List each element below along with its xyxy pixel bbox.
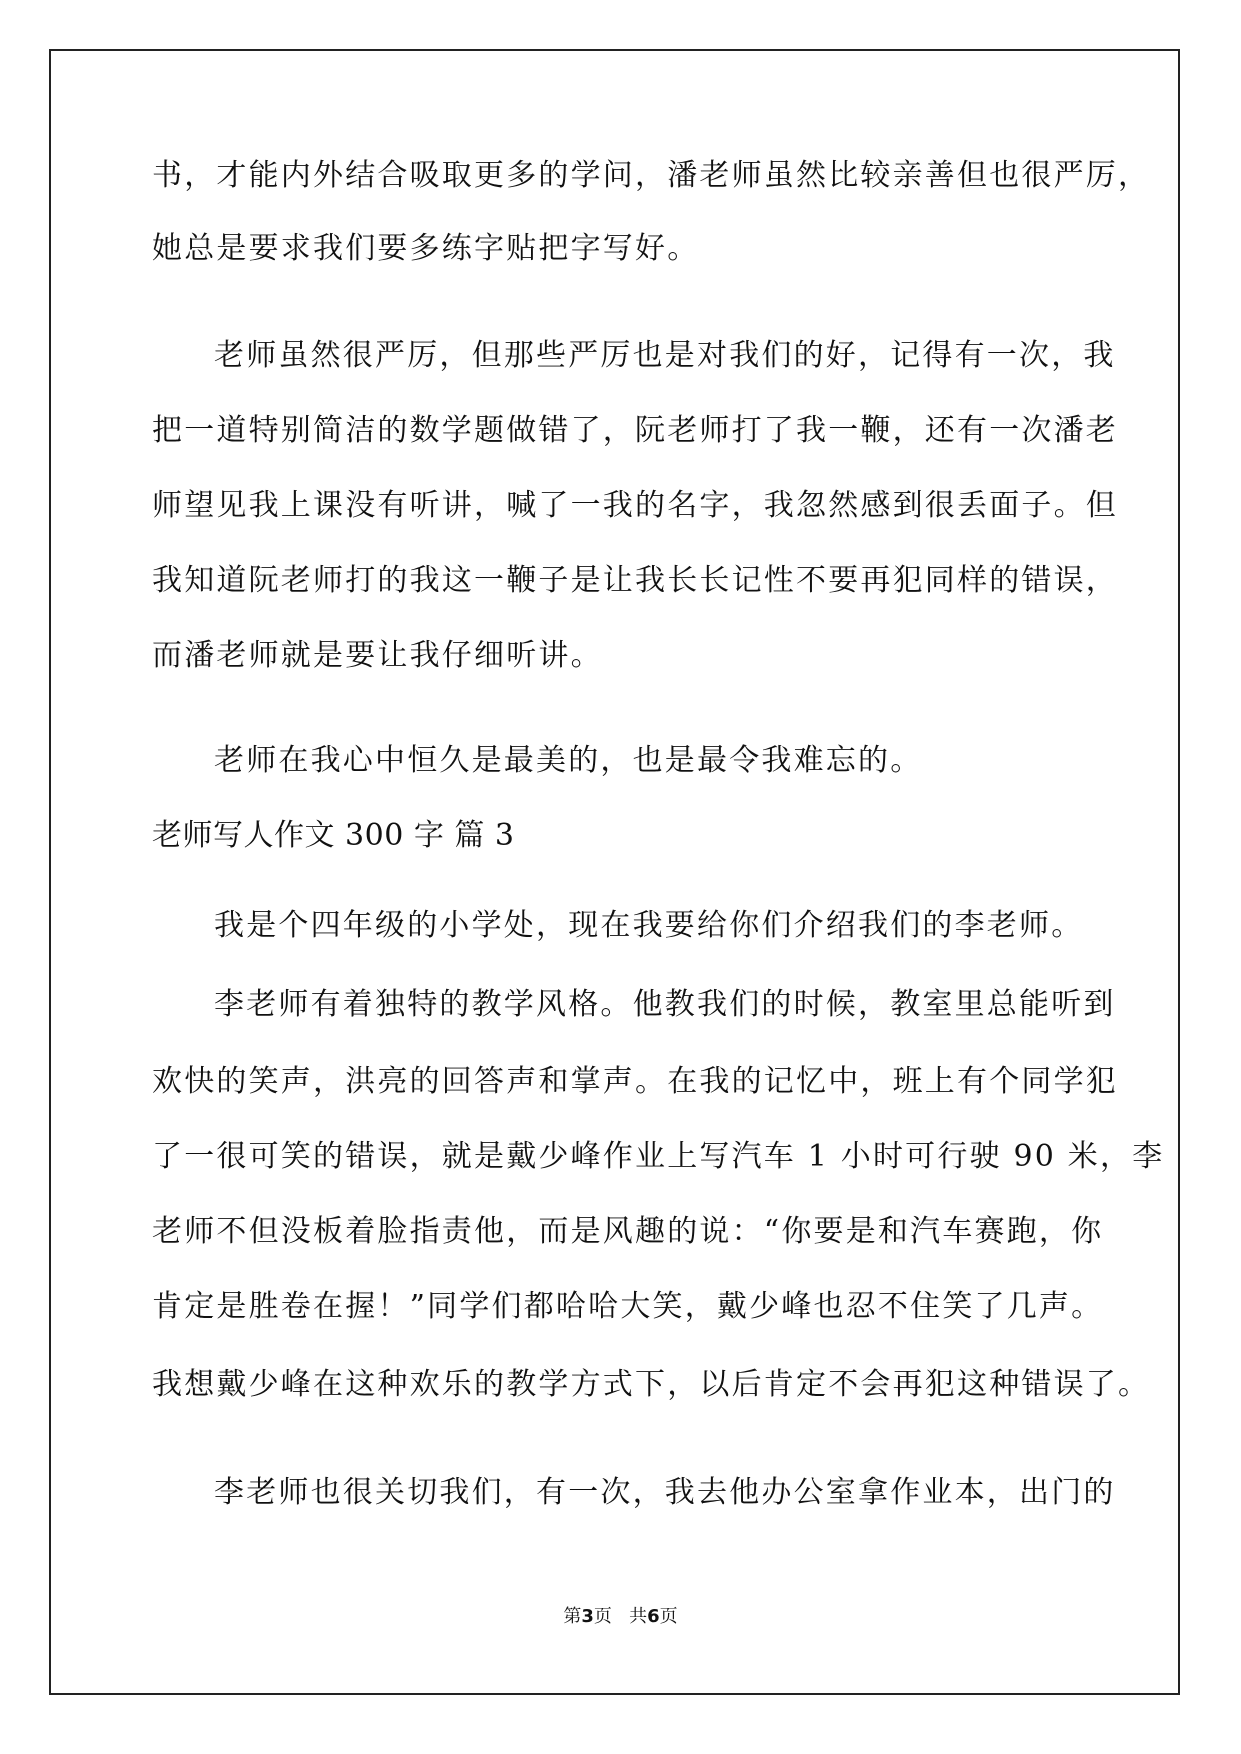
paragraph-start-line: 老师虽然很严厉，但那些严厉也是对我们的好，记得有一次，我 <box>214 338 1116 373</box>
body-line: 师望见我上课没有听讲，喊了一我的名字，我忽然感到很丢面子。但 <box>152 488 1118 523</box>
body-line: 我知道阮老师打的我这一鞭子是让我长长记性不要再犯同样的错误， <box>152 563 1118 598</box>
footer-page-mid: 页 共 <box>593 1606 648 1627</box>
page-border <box>49 49 1180 1695</box>
paragraph-start-line: 李老师有着独特的教学风格。他教我们的时候，教室里总能听到 <box>214 987 1116 1022</box>
body-line: 欢快的笑声，洪亮的回答声和掌声。在我的记忆中，班上有个同学犯 <box>152 1064 1118 1099</box>
paragraph-start-line: 老师在我心中恒久是最美的，也是最令我难忘的。 <box>214 743 923 778</box>
body-line: 老师不但没板着脸指责他，而是风趣的说：“你要是和汽车赛跑，你 <box>152 1214 1104 1249</box>
footer-page-suffix: 页 <box>659 1606 678 1627</box>
body-line: 她总是要求我们要多练字贴把字写好。 <box>152 231 700 266</box>
paragraph-start-line: 我是个四年级的小学处，现在我要给你们介绍我们的李老师。 <box>214 908 1084 943</box>
body-line: 肯定是胜卷在握！”同学们都哈哈大笑，戴少峰也忍不住笑了几声。 <box>152 1289 1104 1324</box>
footer-total-pages: 6 <box>647 1606 660 1627</box>
body-line: 我想戴少峰在这种欢乐的教学方式下，以后肯定不会再犯这种错误了。 <box>152 1367 1151 1402</box>
section-heading: 老师写人作文 300 字 篇 3 <box>152 818 515 853</box>
footer-page-prefix: 第 <box>563 1606 582 1627</box>
paragraph-start-line: 李老师也很关切我们，有一次，我去他办公室拿作业本，出门的 <box>214 1475 1116 1510</box>
body-line: 了一很可笑的错误，就是戴少峰作业上写汽车 1 小时可行驶 90 米，李 <box>152 1139 1165 1174</box>
page-number-footer <box>0 1605 1241 1629</box>
footer-current-page: 3 <box>581 1606 594 1627</box>
body-line: 把一道特别简洁的数学题做错了，阮老师打了我一鞭，还有一次潘老 <box>152 413 1118 448</box>
body-line: 而潘老师就是要让我仔细听讲。 <box>152 638 603 673</box>
body-line: 书，才能内外结合吸取更多的学问，潘老师虽然比较亲善但也很严厉， <box>152 158 1151 193</box>
